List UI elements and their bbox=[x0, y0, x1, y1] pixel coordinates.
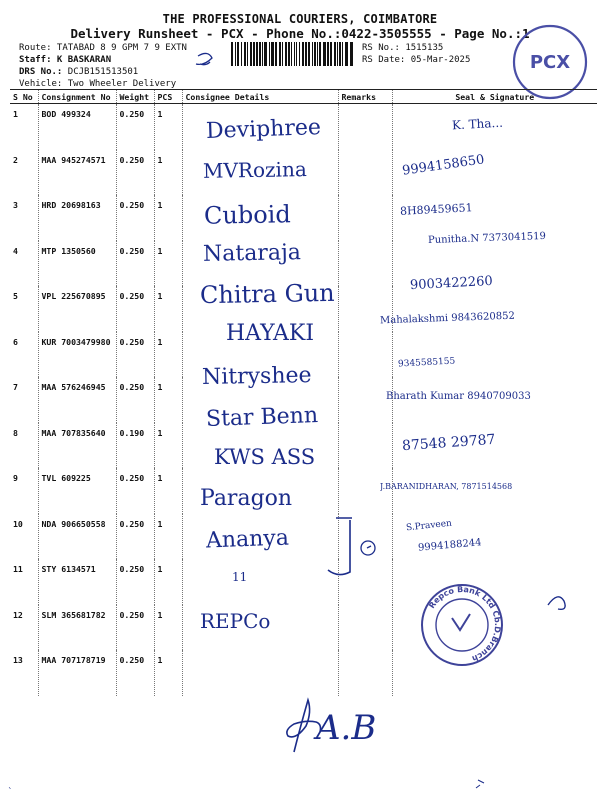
cell-pcs: 1 bbox=[154, 241, 182, 287]
ink-bracket bbox=[328, 518, 352, 575]
handwritten-consignee: Paragon bbox=[200, 485, 293, 511]
cell-weight: 0.250 bbox=[116, 650, 154, 696]
ink-scribble-right bbox=[548, 597, 565, 610]
handwritten-consignee: Deviphree bbox=[205, 115, 322, 144]
cell-consignment: SLM 365681782 bbox=[38, 605, 116, 651]
handwritten-signature: 87548 29787 bbox=[401, 431, 496, 454]
handwritten-consignee: Ananya bbox=[205, 525, 290, 554]
handwritten-signature: K. Tha... bbox=[451, 115, 504, 133]
cell-weight: 0.190 bbox=[116, 423, 154, 469]
cell-weight: 0.250 bbox=[116, 377, 154, 423]
col-pcs: PCS bbox=[154, 90, 182, 104]
cell-sno: 5 bbox=[13, 291, 18, 301]
cell-consignment: MAA 945274571 bbox=[38, 150, 116, 196]
col-sno: S No bbox=[10, 90, 38, 104]
handwritten-signature: Bharath Kumar 8940709033 bbox=[386, 391, 531, 403]
col-weight: Weight bbox=[116, 90, 154, 104]
cell-sno: 11 bbox=[13, 564, 23, 574]
cell-pcs: 1 bbox=[154, 468, 182, 514]
rs-date: RS Date: 05-Mar-2025 bbox=[362, 55, 471, 65]
handwritten-signature: 9003422260 bbox=[409, 273, 494, 293]
route-text: Route: TATABAD 8 9 GPM 7 9 EXTN bbox=[19, 43, 187, 53]
handwritten-consignee: Chitra Gun bbox=[199, 278, 335, 309]
drs-value: DCJB151513501 bbox=[67, 67, 139, 77]
cell-weight: 0.250 bbox=[116, 514, 154, 560]
cell-consignment: TVL 609225 bbox=[38, 468, 116, 514]
cell-weight: 0.250 bbox=[116, 468, 154, 514]
handwritten-consignee: 11 bbox=[232, 570, 248, 585]
cell-sno: 7 bbox=[13, 382, 18, 392]
cell-weight: 0.250 bbox=[116, 286, 154, 332]
cell-consignment: KUR 7003479980 bbox=[38, 332, 116, 378]
handwritten-consignee: HAYAKI bbox=[226, 321, 315, 346]
pcx-stamp-text: PCX bbox=[529, 52, 571, 73]
cell-consignment: STY 6134571 bbox=[38, 559, 116, 605]
cell-consignment: MTP 1350560 bbox=[38, 241, 116, 287]
cell-sno: 10 bbox=[13, 518, 23, 529]
repco-bank-seal bbox=[422, 585, 502, 665]
cell-weight: 0.250 bbox=[116, 150, 154, 196]
cell-consignment: MAA 707835640 bbox=[38, 423, 116, 469]
handwritten-signature: Punitha.N 7373041519 bbox=[427, 230, 547, 246]
cell-consignment: NDA 906650558 bbox=[38, 514, 116, 560]
handwritten-signature: 9994158650 bbox=[401, 152, 486, 179]
cell-consignment: BOD 499324 bbox=[38, 104, 116, 150]
cell-consignment: MAA 576246945 bbox=[38, 377, 116, 423]
vehicle-text: Vehicle: Two Wheeler Delivery bbox=[19, 79, 177, 89]
cell-sno: 3 bbox=[13, 200, 18, 210]
cell-consignment: HRD 20698163 bbox=[38, 195, 116, 241]
cell-sno: 2 bbox=[13, 154, 18, 165]
handwritten-consignee: Star Benn bbox=[205, 403, 319, 433]
cell-pcs: 1 bbox=[154, 605, 182, 651]
col-signature: Seal & Signature bbox=[392, 90, 597, 104]
corner-mark: ` bbox=[8, 788, 13, 798]
cell-consignment: MAA 707178719 bbox=[38, 650, 116, 696]
cell-pcs: 1 bbox=[154, 423, 182, 469]
handwritten-signature: Mahalakshmi 9843620852 bbox=[379, 310, 516, 327]
cell-weight: 0.250 bbox=[116, 195, 154, 241]
rs-number: RS No.: 1515135 bbox=[362, 43, 444, 53]
col-consignment: Consignment No bbox=[38, 90, 116, 104]
cell-weight: 0.250 bbox=[116, 605, 154, 651]
cell-sno: 13 bbox=[13, 655, 23, 665]
cell-pcs: 1 bbox=[154, 559, 182, 605]
cell-pcs: 1 bbox=[154, 514, 182, 560]
ink-tick-bottom bbox=[476, 780, 484, 788]
company-title: THE PROFESSIONAL COURIERS, COIMBATORE bbox=[162, 12, 438, 26]
cell-weight: 0.250 bbox=[116, 559, 154, 605]
handwritten-signature: 9994188244 bbox=[417, 537, 482, 554]
handwritten-consignee: Cuboid bbox=[203, 200, 291, 231]
handwritten-signature: S.Praveen bbox=[405, 518, 453, 534]
cell-pcs: 1 bbox=[154, 650, 182, 696]
cell-pcs: 1 bbox=[154, 332, 182, 378]
cell-pcs: 1 bbox=[154, 286, 182, 332]
runsheet-subtitle: Delivery Runsheet - PCX - Phone No.:0422-3505555 - Page No.:1 bbox=[70, 26, 530, 41]
cell-sno: 9 bbox=[13, 473, 18, 483]
cell-sno: 6 bbox=[13, 336, 18, 347]
cell-pcs: 1 bbox=[154, 104, 182, 150]
cell-pcs: 1 bbox=[154, 195, 182, 241]
cell-pcs: 1 bbox=[154, 150, 182, 196]
staff-text: Staff: K BASKARAN bbox=[19, 55, 112, 65]
handwritten-signature: 8H89459651 bbox=[399, 201, 473, 219]
handwritten-consignee: Nitryshee bbox=[201, 363, 312, 391]
handwritten-signature: J.BARANIDHARAN, 7871514568 bbox=[380, 481, 513, 491]
col-remarks: Remarks bbox=[338, 90, 392, 104]
cell-weight: 0.250 bbox=[116, 104, 154, 150]
cell-weight: 0.250 bbox=[116, 241, 154, 287]
cell-sno: 8 bbox=[13, 427, 18, 438]
handwritten-consignee: Nataraja bbox=[202, 239, 302, 267]
cell-consignment: VPL 225670895 bbox=[38, 286, 116, 332]
cell-pcs: 1 bbox=[154, 377, 182, 423]
cell-weight: 0.250 bbox=[116, 332, 154, 378]
bottom-signature: A.B bbox=[316, 708, 377, 748]
drs-label: DRS No.: bbox=[19, 67, 63, 77]
cell-sno: 12 bbox=[13, 609, 23, 620]
handwritten-consignee: REPCo bbox=[200, 609, 271, 634]
seal-text: Repco Bank Ltd Cb.D.Branch bbox=[427, 584, 503, 664]
ink-scribble-top bbox=[196, 53, 212, 64]
handwritten-consignee: KWS ASS bbox=[214, 444, 316, 469]
cell-sno: 4 bbox=[13, 245, 18, 256]
col-consignee: Consignee Details bbox=[182, 90, 338, 104]
cell-sno: 1 bbox=[13, 109, 18, 119]
handwritten-signature: 9345585155 bbox=[397, 356, 456, 370]
handwritten-consignee: MVRozina bbox=[202, 157, 307, 184]
